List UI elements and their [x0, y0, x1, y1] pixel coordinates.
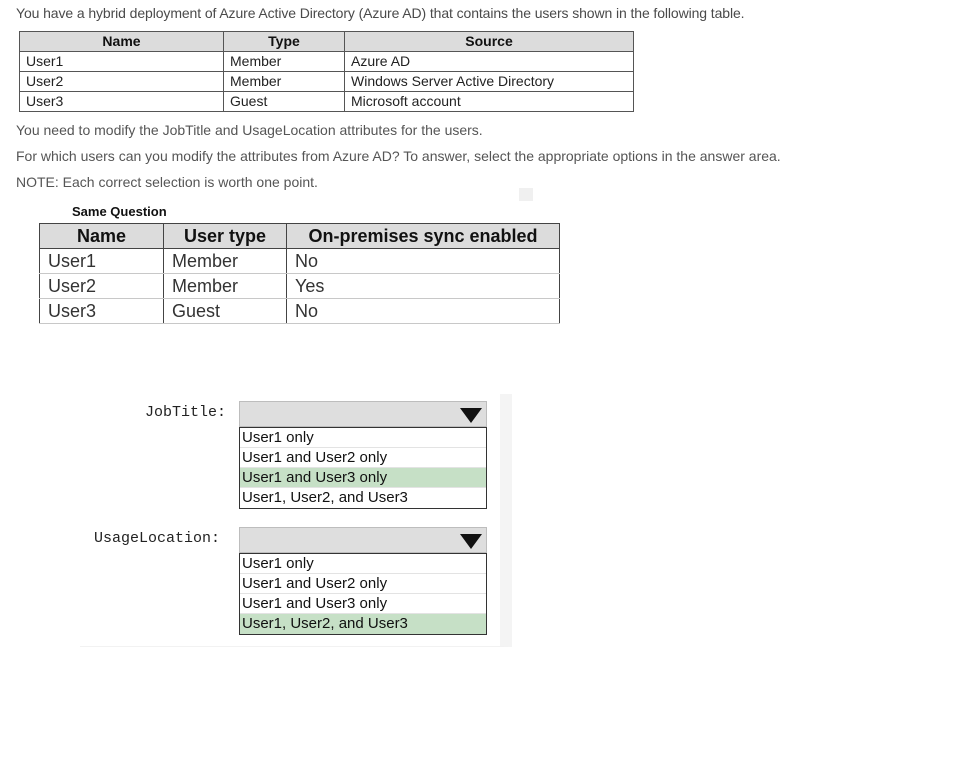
- table-cell: Microsoft account: [345, 92, 634, 112]
- column-header: User type: [164, 224, 287, 249]
- note-paragraph: NOTE: Each correct selection is worth one point.: [16, 174, 318, 190]
- column-header: Type: [224, 32, 345, 52]
- intro-text: You have a hybrid deployment of Azure Active Directory (Azure AD) that contains the users shown in the following table.: [16, 5, 745, 21]
- table-cell: User1: [40, 249, 164, 274]
- usagelocation-option-selected[interactable]: User1, User2, and User3: [240, 614, 486, 634]
- table-cell: User3: [20, 92, 224, 112]
- table-cell: User3: [40, 299, 164, 324]
- table-cell: Member: [224, 52, 345, 72]
- table-header-row: [40, 224, 560, 249]
- jobtitle-options: [239, 427, 487, 509]
- table-row: [20, 72, 634, 92]
- table-cell: Windows Server Active Directory: [345, 72, 634, 92]
- usagelocation-options: [239, 553, 487, 635]
- table-cell: User2: [40, 274, 164, 299]
- table-cell: Guest: [164, 299, 287, 324]
- table-cell: Azure AD: [345, 52, 634, 72]
- table-row: [20, 92, 634, 112]
- table-cell: Member: [164, 274, 287, 299]
- table-cell: Guest: [224, 92, 345, 112]
- table-cell: Member: [164, 249, 287, 274]
- jobtitle-option[interactable]: User1 and User2 only: [240, 448, 486, 468]
- decorative-block: [519, 188, 533, 201]
- jobtitle-option[interactable]: User1, User2, and User3: [242, 489, 408, 506]
- usagelocation-label: UsageLocation:: [94, 530, 221, 547]
- table-cell: No: [287, 299, 560, 324]
- jobtitle-dropdown[interactable]: [239, 401, 487, 427]
- column-header: On-premises sync enabled: [287, 224, 560, 249]
- table-cell: User2: [20, 72, 224, 92]
- table-row: [40, 299, 560, 324]
- same-question-heading: Same Question: [72, 204, 167, 219]
- column-header: Name: [20, 32, 224, 52]
- column-header: Name: [40, 224, 164, 249]
- table-header-row: [20, 32, 634, 52]
- jobtitle-option-selected[interactable]: User1 and User3 only: [240, 468, 486, 488]
- table-row: [20, 52, 634, 72]
- usagelocation-option[interactable]: User1 and User3 only: [240, 594, 486, 614]
- usagelocation-option[interactable]: User1 only: [240, 554, 486, 574]
- table-row: [40, 274, 560, 299]
- jobtitle-label: JobTitle:: [145, 404, 227, 421]
- column-header: Source: [345, 32, 634, 52]
- users-source-table: [19, 31, 634, 112]
- usagelocation-option[interactable]: User1 and User2 only: [240, 574, 486, 594]
- triangle-down-icon[interactable]: [460, 408, 482, 423]
- paragraph: You need to modify the JobTitle and UsageLocation attributes for the users.: [16, 122, 483, 138]
- triangle-down-icon[interactable]: [460, 534, 482, 549]
- table-cell: User1: [20, 52, 224, 72]
- paragraph: For which users can you modify the attributes from Azure AD? To answer, select the appropriate options in the answer area.: [16, 148, 781, 164]
- table-row: [40, 249, 560, 274]
- table-cell: No: [287, 249, 560, 274]
- usagelocation-dropdown[interactable]: [239, 527, 487, 553]
- table-cell: Member: [224, 72, 345, 92]
- table-cell: Yes: [287, 274, 560, 299]
- users-sync-table: [39, 223, 560, 324]
- jobtitle-option[interactable]: User1 only: [240, 428, 486, 448]
